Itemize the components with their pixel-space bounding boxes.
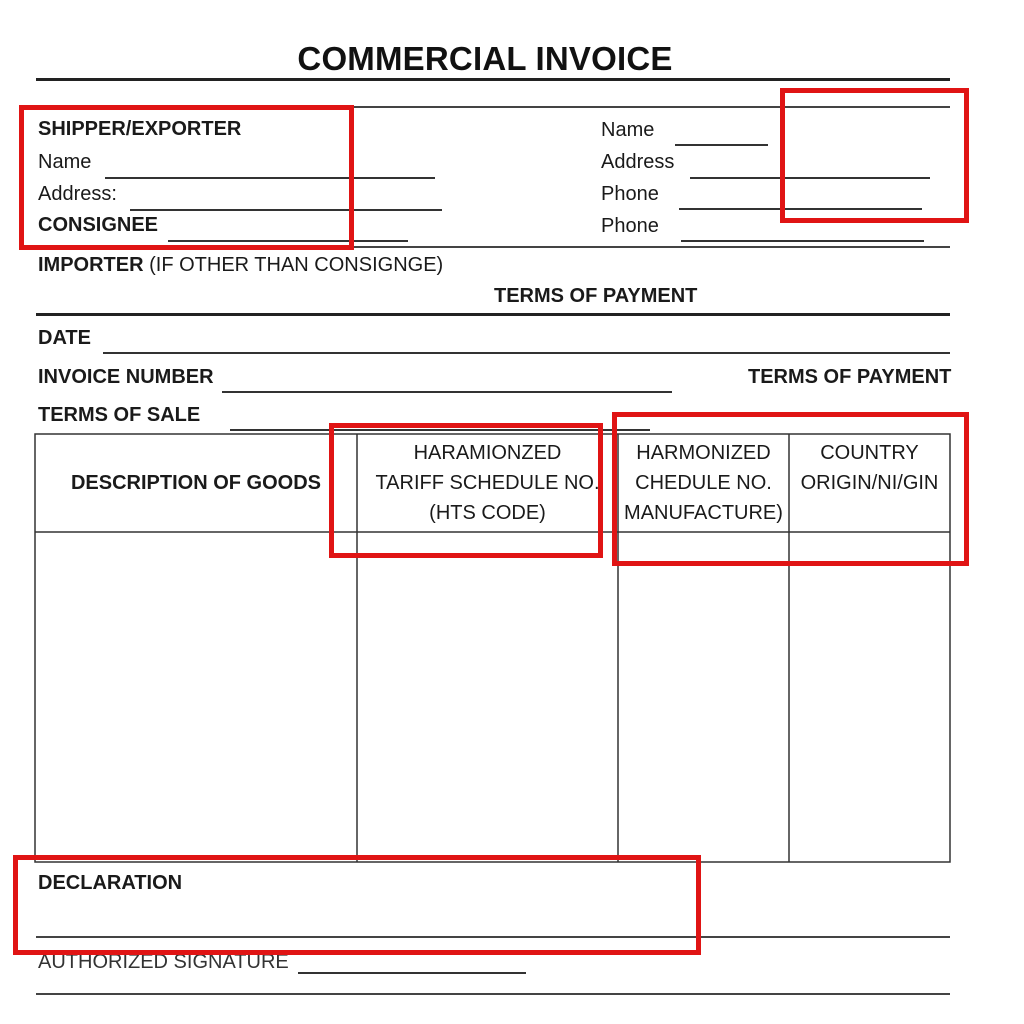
importer-note: (IF OTHER THAN CONSIGNGE) (143, 254, 444, 276)
col-header-hts-line-3: (HTS CODE) (429, 502, 546, 524)
annotation-box-hts (329, 423, 603, 558)
annotation-box-shipper (19, 105, 354, 250)
terms-of-payment-right: TERMS OF PAYMENT (748, 366, 952, 388)
contact-phone-label-2: Phone (601, 215, 659, 237)
shipper-address-label: Address: (38, 183, 117, 205)
footer-rule (36, 993, 950, 995)
contact-name-label: Name (601, 119, 655, 141)
terms-of-sale-label: TERMS OF SALE (38, 404, 201, 426)
annotation-box-origin (612, 412, 969, 566)
contact-phone-label-1: Phone (601, 183, 659, 205)
col-header-hts-line-1: HARAMIONZED (413, 442, 562, 464)
date-label: DATE (38, 327, 91, 349)
shipper-exporter-heading: SHIPPER/EXPORTER (38, 118, 242, 140)
col-header-schedule-line-3: MANUFACTURE) (624, 502, 783, 524)
annotation-box-contact (780, 88, 969, 223)
consignee-label: CONSIGNEE (38, 214, 159, 236)
col-header-country-line-2: ORIGIN/NI/GIN (800, 472, 939, 494)
invoice-number-label: INVOICE NUMBER (38, 366, 214, 388)
authorized-signature-label: AUTHORIZED SIGNATURE (38, 951, 289, 973)
col-header-description: DESCRIPTION OF GOODS (70, 472, 322, 494)
shipper-name-label: Name (38, 151, 92, 173)
col-header-country-line-1: COUNTRY (820, 442, 919, 464)
col-header-schedule-line-1: HARMONIZED (636, 442, 771, 464)
importer-label-text: IMPORTER (38, 254, 144, 276)
authorized-signature-field[interactable] (298, 972, 526, 974)
declaration-label: DECLARATION (38, 872, 183, 894)
contact-address-label: Address (601, 151, 675, 173)
annotation-box-declaration (13, 855, 701, 955)
page-title: COMMERCIAL INVOICE (297, 40, 673, 77)
col-header-hts-line-2: TARIFF SCHEDULE NO. (375, 472, 600, 494)
col-header-schedule-line-2: CHEDULE NO. (635, 472, 772, 494)
terms-of-payment-center: TERMS OF PAYMENT (494, 285, 698, 307)
